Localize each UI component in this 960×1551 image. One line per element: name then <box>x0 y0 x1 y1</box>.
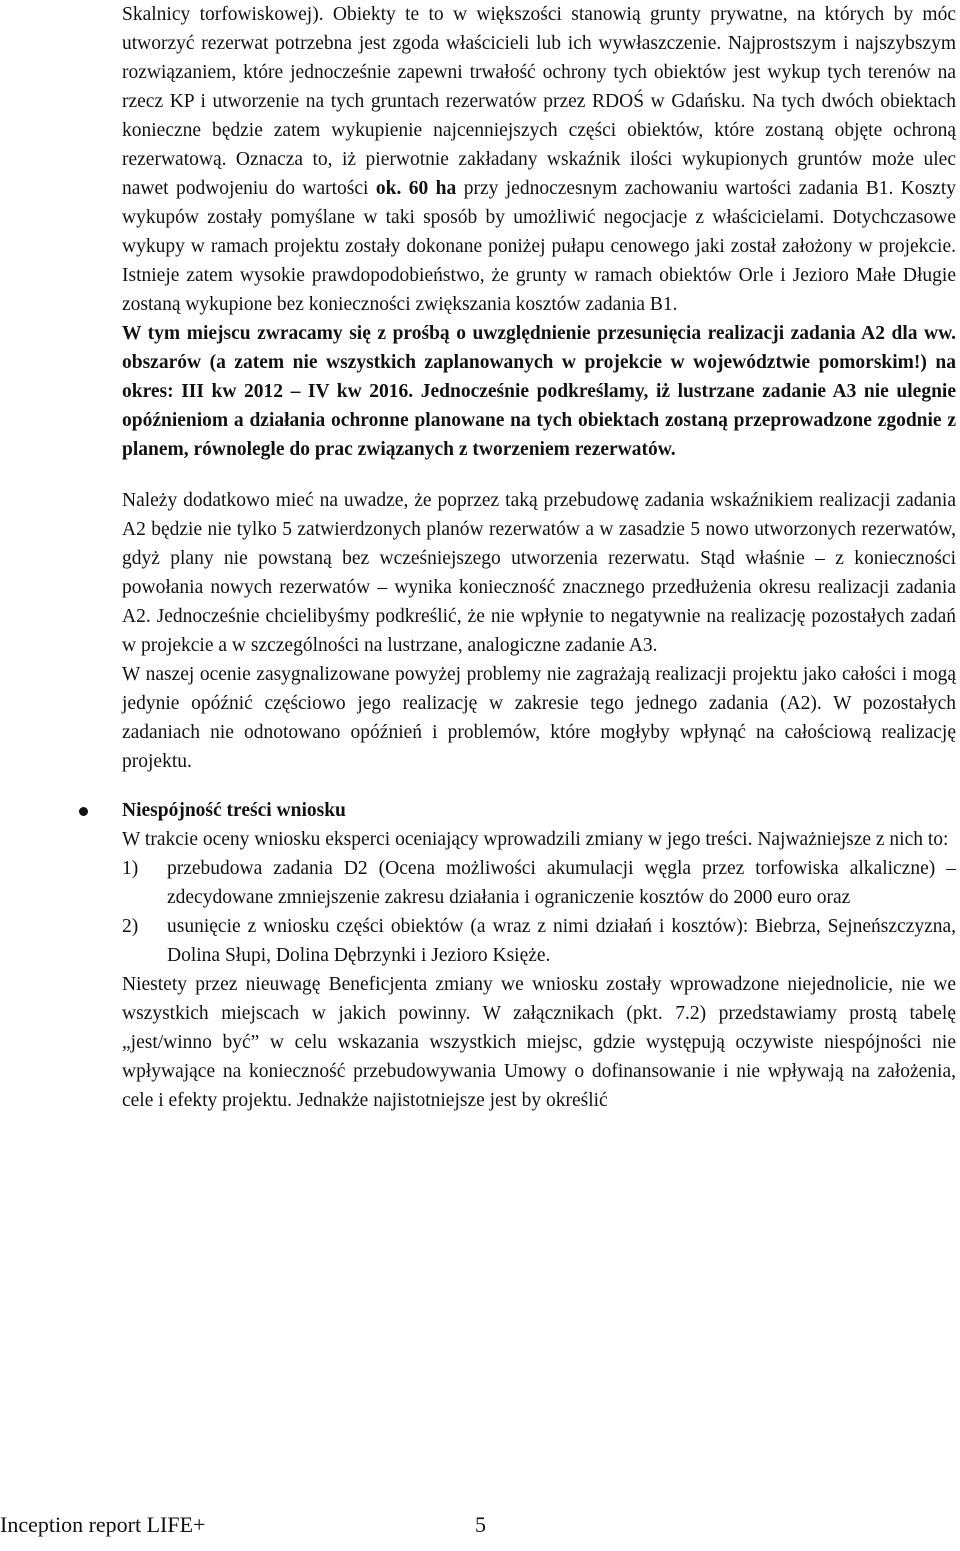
list-number: 1) <box>122 858 139 879</box>
spacer <box>122 776 956 796</box>
list-item-text: przebudowa zadania D2 (Ocena możliwości akumulacji węgla przez torfowiska alkaliczne) – zdecydowane zmniejszenie zakresu działania i ograniczenie kosztów do 2000 euro oraz <box>167 858 956 908</box>
paragraph-wykupy <box>122 0 956 319</box>
list-number: 2) <box>122 916 139 937</box>
list-item <box>122 912 956 970</box>
document-body <box>122 0 956 1115</box>
spacer <box>122 464 956 486</box>
section-heading: Niespójność treści wniosku <box>122 800 346 821</box>
paragraph-text: Skalnicy torfowiskowej). Obiekty te to w większości stanowią grunty prywatne, na których by móc utworzyć rezerwat potrzebna jest zgoda właścicieli lub ich wywłaszczenie. Najprostszym i najszybszym rozwiązaniem, które jednocześnie zapewni trwałość ochrony tych obiektów jest wykup tych terenów na rzecz KP i utworzenie na tych gruntach rezerwatów przez RDOŚ w Gdańsku. Na tych dwóch obiektach konieczne będzie zatem wykupienie najcenniejszych części obiektów, które zostaną objęte ochroną rezerwatową. Oznacza to, iż pierwotnie zakładany wskaźnik ilości wykupionych gruntów może ulec nawet podwojeniu do wartości <box>122 4 956 199</box>
bullet-section <box>122 796 956 1115</box>
page-number: 5 <box>475 1512 486 1537</box>
list-item <box>122 854 956 912</box>
section-closing: Niestety przez nieuwagę Beneficjenta zmiany we wniosku zostały wprowadzone niejednolicie, nie we wszystkich miejscach w jakich powinny. W załącznikach (pkt. 7.2) przedstawiamy prostą tabelę „jest/winno być” w celu wskazania wszystkich miejsc, gdzie występują oczywiste niespójności nie wpływające na konieczność przebudowywania Umowy o dofinansowanie i nie wpływają na założenia, cele i efekty projektu. Jednakże najistotniejsze jest by określić <box>122 974 956 1111</box>
emphasis-area: ok. 60 ha <box>375 178 457 199</box>
request-paragraph: W tym miejscu zwracamy się z prośbą o uwzględnienie przesunięcia realizacji zadania A2 dla ww. obszarów (a zatem nie wszystkich zaplanowanych w projekcie w województwie pomorskim!) na okres: III kw 2012 – IV kw 2016. Jednocześnie podkreślamy, iż lustrzane zadanie A3 nie ulegnie opóźnieniom a działania ochronne planowane na tych obiektach zostaną przeprowadzone zgodnie z planem, równolegle do prac związanych z tworzeniem rezerwatów. <box>122 323 956 460</box>
paragraph-text-continued: przy jednoczesnym zachowaniu wartości zadania B1. Koszty wykupów zostały pomyślane w taki sposób by umożliwić negocjacje z właścicielami. Dotychczasowe wykupy w ramach projektu zostały dokonane poniżej pułapu cenowego jaki został założony w projekcie. Istnieje zatem wysokie prawdopodobieństwo, że grunty w ramach obiektów Orle i Jezioro Małe Długie zostaną wykupione bez konieczności zwiększania kosztów zadania B1. <box>122 178 956 315</box>
paragraph-wskaznik: Należy dodatkowo mieć na uwadze, że poprzez taką przebudowę zadania wskaźnikiem realizacji zadania A2 będzie nie tylko 5 zatwierdzonych planów rezerwatów a w zasadzie 5 nowo utworzonych rezerwatów, gdyż plany nie powstaną bez wcześniejszego utworzenia rezerwatu. Stąd właśnie – z konieczności powołania nowych rezerwatów – wynika konieczność znacznego przedłużenia okresu realizacji zadania A2. Jednocześnie chcielibyśmy podkreślić, że nie wpłynie to negatywnie na realizację pozostałych zadań w projekcie a w szczególności na lustrzane, analogiczne zadanie A3. <box>122 490 956 656</box>
section-intro: W trakcie oceny wniosku eksperci oceniający wprowadzili zmiany w jego treści. Najważniejsze z nich to: <box>122 829 949 850</box>
footer-title: Inception report LIFE+ <box>0 1512 206 1537</box>
list-item-text: usunięcie z wniosku części obiektów (a wraz z nimi działań i kosztów): Biebrza, Sejneńszczyzna, Dolina Słupi, Dolina Dębrzynki i Jezioro Księże. <box>167 916 956 966</box>
bullet-icon <box>79 807 88 816</box>
paragraph-ocena: W naszej ocenie zasygnalizowane powyżej problemy nie zagrażają realizacji projektu jako całości i mogą jedynie opóźnić częściowo jego realizację w zakresie tego jednego zadania (A2). W pozostałych zadaniach nie odnotowano opóźnień i problemów, które mogłyby wpłynąć na całościową realizację projektu. <box>122 664 956 772</box>
